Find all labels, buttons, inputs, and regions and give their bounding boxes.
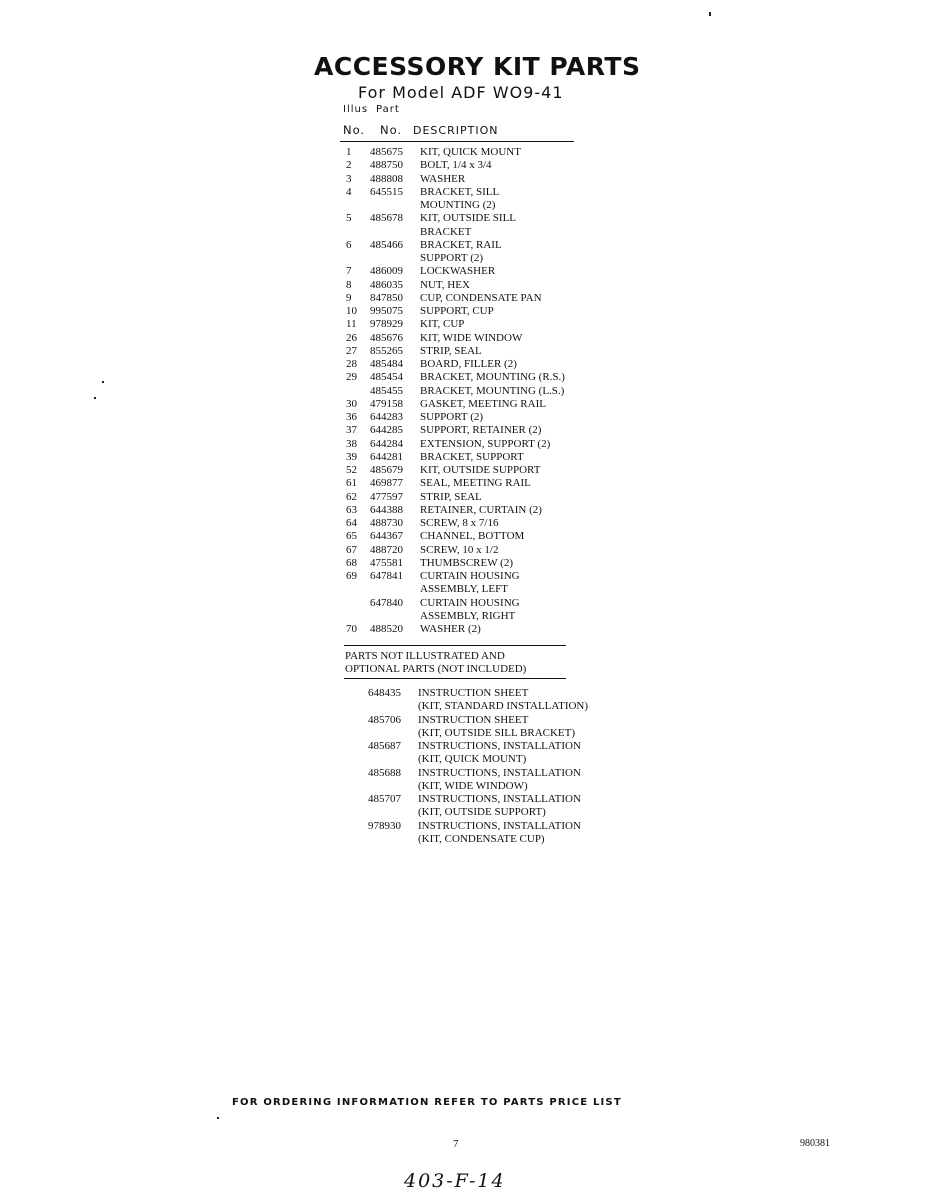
scan-speck — [94, 397, 96, 399]
illus-number: 11 — [346, 318, 357, 331]
optional-part-number: 485688 — [368, 766, 401, 779]
notes-block — [345, 650, 526, 677]
part-number: 485466 — [370, 238, 403, 251]
part-description: KIT, OUTSIDE SUPPORT — [420, 464, 541, 476]
header-illus-line1: Illus — [343, 104, 369, 115]
optional-part-description: INSTRUCTIONS, INSTALLATION — [418, 740, 581, 752]
part-number: 644283 — [370, 411, 403, 423]
part-description: BOLT, 1/4 x 3/4 — [420, 159, 492, 172]
part-description: SUPPORT, CUP — [420, 305, 494, 317]
part-description: SEAL, MEETING RAIL — [420, 477, 531, 490]
illus-number: 9 — [346, 291, 352, 304]
parts-end-rule — [344, 645, 566, 646]
header-part-line1: Part — [376, 104, 400, 115]
part-description: SUPPORT (2) — [420, 252, 484, 264]
illus-number: 6 — [346, 238, 352, 251]
part-number: 479158 — [370, 397, 403, 410]
notes-line-2: OPTIONAL PARTS (NOT INCLUDED) — [345, 663, 527, 676]
part-description: BRACKET — [420, 225, 472, 238]
illus-number: 38 — [346, 437, 357, 450]
illus-number: 39 — [346, 450, 357, 463]
scan-speck — [709, 12, 711, 16]
part-number: 486035 — [370, 278, 403, 291]
illus-number: 37 — [346, 424, 357, 437]
optional-part-description: (KIT, STANDARD INSTALLATION) — [418, 700, 589, 713]
part-number: 644285 — [370, 424, 403, 437]
optional-part-description: INSTRUCTIONS, INSTALLATION — [418, 793, 581, 805]
optional-part-description: (KIT, OUTSIDE SUPPORT) — [418, 806, 546, 819]
part-number: 485484 — [370, 358, 403, 370]
part-description: CURTAIN HOUSING — [420, 596, 520, 609]
part-description: LOCKWASHER — [420, 265, 496, 278]
page-title: ACCESSORY KIT PARTS — [314, 52, 641, 81]
part-number: 644367 — [370, 530, 403, 543]
optional-part-description: (KIT, WIDE WINDOW) — [418, 779, 528, 792]
part-number: 847850 — [370, 291, 403, 304]
part-number: 475581 — [370, 556, 403, 569]
part-description: CHANNEL, BOTTOM — [420, 530, 525, 543]
illus-number: 27 — [346, 344, 357, 357]
part-description: SCREW, 8 x 7/16 — [420, 517, 499, 529]
part-description: SUPPORT (2) — [420, 411, 484, 423]
illus-number: 2 — [346, 159, 352, 172]
part-description: KIT, QUICK MOUNT — [420, 146, 521, 158]
part-description: BOARD, FILLER (2) — [420, 358, 517, 370]
scan-speck — [102, 381, 104, 383]
illus-number: 52 — [346, 464, 357, 476]
part-description: KIT, CUP — [420, 318, 465, 331]
illus-number: 5 — [346, 212, 352, 225]
part-description: BRACKET, SILL — [420, 185, 500, 198]
illus-number: 26 — [346, 331, 357, 344]
header-illus-line2: No. — [343, 123, 366, 137]
part-number: 978929 — [370, 318, 403, 331]
part-description: EXTENSION, SUPPORT (2) — [420, 437, 551, 450]
part-description: GASKET, MEETING RAIL — [420, 397, 546, 410]
part-description: THUMBSCREW (2) — [420, 556, 513, 569]
part-description: SCREW, 10 x 1/2 — [420, 543, 499, 556]
notes-line-1: PARTS NOT ILLUSTRATED AND — [345, 650, 505, 662]
part-description: KIT, WIDE WINDOW — [420, 331, 523, 344]
illus-number: 68 — [346, 556, 357, 569]
part-description: STRIP, SEAL — [420, 490, 482, 503]
part-description: RETAINER, CURTAIN (2) — [420, 503, 542, 516]
handwritten-annotation: 403-F-14 — [404, 1170, 506, 1192]
part-description: MOUNTING (2) — [420, 199, 496, 211]
page-subtitle: For Model ADF WO9-41 — [358, 83, 564, 102]
scan-speck — [217, 1117, 219, 1119]
part-description: KIT, OUTSIDE SILL — [420, 212, 517, 225]
optional-part-number: 485706 — [368, 713, 401, 726]
ordering-footer: FOR ORDERING INFORMATION REFER TO PARTS PRICE LIST — [232, 1097, 622, 1108]
illus-number: 1 — [346, 146, 352, 158]
part-description: BRACKET, MOUNTING (L.S.) — [420, 384, 565, 397]
optional-part-number: 978930 — [368, 819, 401, 832]
part-number: 469877 — [370, 477, 403, 490]
optional-part-description: (KIT, OUTSIDE SILL BRACKET) — [418, 726, 576, 739]
illus-number: 10 — [346, 305, 357, 317]
part-number: 995075 — [370, 305, 403, 317]
illus-number: 7 — [346, 265, 352, 278]
part-number: 485679 — [370, 464, 403, 476]
illus-number: 8 — [346, 278, 352, 291]
notes-rule — [344, 678, 566, 679]
part-description: WASHER — [420, 172, 466, 185]
illus-number: 67 — [346, 543, 357, 556]
part-number: 485454 — [370, 371, 403, 384]
part-description: ASSEMBLY, LEFT — [420, 583, 508, 596]
part-number: 645515 — [370, 185, 403, 198]
part-number: 647841 — [370, 570, 403, 582]
part-number: 488720 — [370, 543, 403, 556]
optional-part-description: (KIT, CONDENSATE CUP) — [418, 832, 545, 845]
part-number: 644284 — [370, 437, 403, 450]
part-number: 488520 — [370, 623, 403, 635]
part-number: 488808 — [370, 172, 403, 185]
optional-part-description: INSTRUCTIONS, INSTALLATION — [418, 819, 581, 832]
illus-number: 36 — [346, 411, 357, 423]
document-number: 980381 — [800, 1138, 830, 1149]
optional-part-description: INSTRUCTIONS, INSTALLATION — [418, 766, 581, 779]
illus-number: 61 — [346, 477, 357, 490]
illus-number: 30 — [346, 397, 357, 410]
optional-part-description: INSTRUCTION SHEET — [418, 713, 529, 726]
part-number: 488750 — [370, 159, 403, 172]
part-number: 488730 — [370, 517, 403, 529]
part-number: 855265 — [370, 344, 403, 357]
part-description: BRACKET, RAIL — [420, 238, 502, 251]
part-description: CURTAIN HOUSING — [420, 570, 520, 582]
illus-number: 63 — [346, 503, 357, 516]
optional-part-number: 485687 — [368, 740, 401, 752]
part-description: WASHER (2) — [420, 623, 481, 635]
part-number: 485676 — [370, 331, 403, 344]
illus-number: 28 — [346, 358, 357, 370]
part-number: 644388 — [370, 503, 403, 516]
part-description: SUPPORT, RETAINER (2) — [420, 424, 542, 437]
part-description: CUP, CONDENSATE PAN — [420, 291, 542, 304]
part-description: STRIP, SEAL — [420, 344, 482, 357]
part-number: 486009 — [370, 265, 403, 278]
header-description: DESCRIPTION — [413, 124, 499, 137]
part-description: BRACKET, SUPPORT — [420, 450, 524, 463]
part-number: 647840 — [370, 596, 403, 609]
header-part-line2: No. — [380, 123, 403, 137]
optional-part-description: INSTRUCTION SHEET — [418, 687, 529, 699]
header-rule — [340, 141, 574, 142]
optional-part-number: 648435 — [368, 687, 401, 699]
part-number: 485455 — [370, 384, 403, 397]
illus-number: 29 — [346, 371, 357, 384]
part-number: 485675 — [370, 146, 403, 158]
part-description: NUT, HEX — [420, 278, 470, 291]
optional-part-description: (KIT, QUICK MOUNT) — [418, 753, 527, 766]
part-number: 644281 — [370, 450, 403, 463]
illus-number: 70 — [346, 623, 357, 635]
illus-number: 62 — [346, 490, 357, 503]
illus-number: 65 — [346, 530, 357, 543]
part-description: ASSEMBLY, RIGHT — [420, 609, 516, 622]
part-number: 477597 — [370, 490, 403, 503]
part-number: 485678 — [370, 212, 403, 225]
page-number: 7 — [453, 1138, 459, 1150]
illus-number: 64 — [346, 517, 357, 529]
illus-number: 69 — [346, 570, 357, 582]
optional-part-number: 485707 — [368, 793, 401, 805]
illus-number: 4 — [346, 185, 352, 198]
illus-number: 3 — [346, 172, 352, 185]
part-description: BRACKET, MOUNTING (R.S.) — [420, 371, 565, 384]
